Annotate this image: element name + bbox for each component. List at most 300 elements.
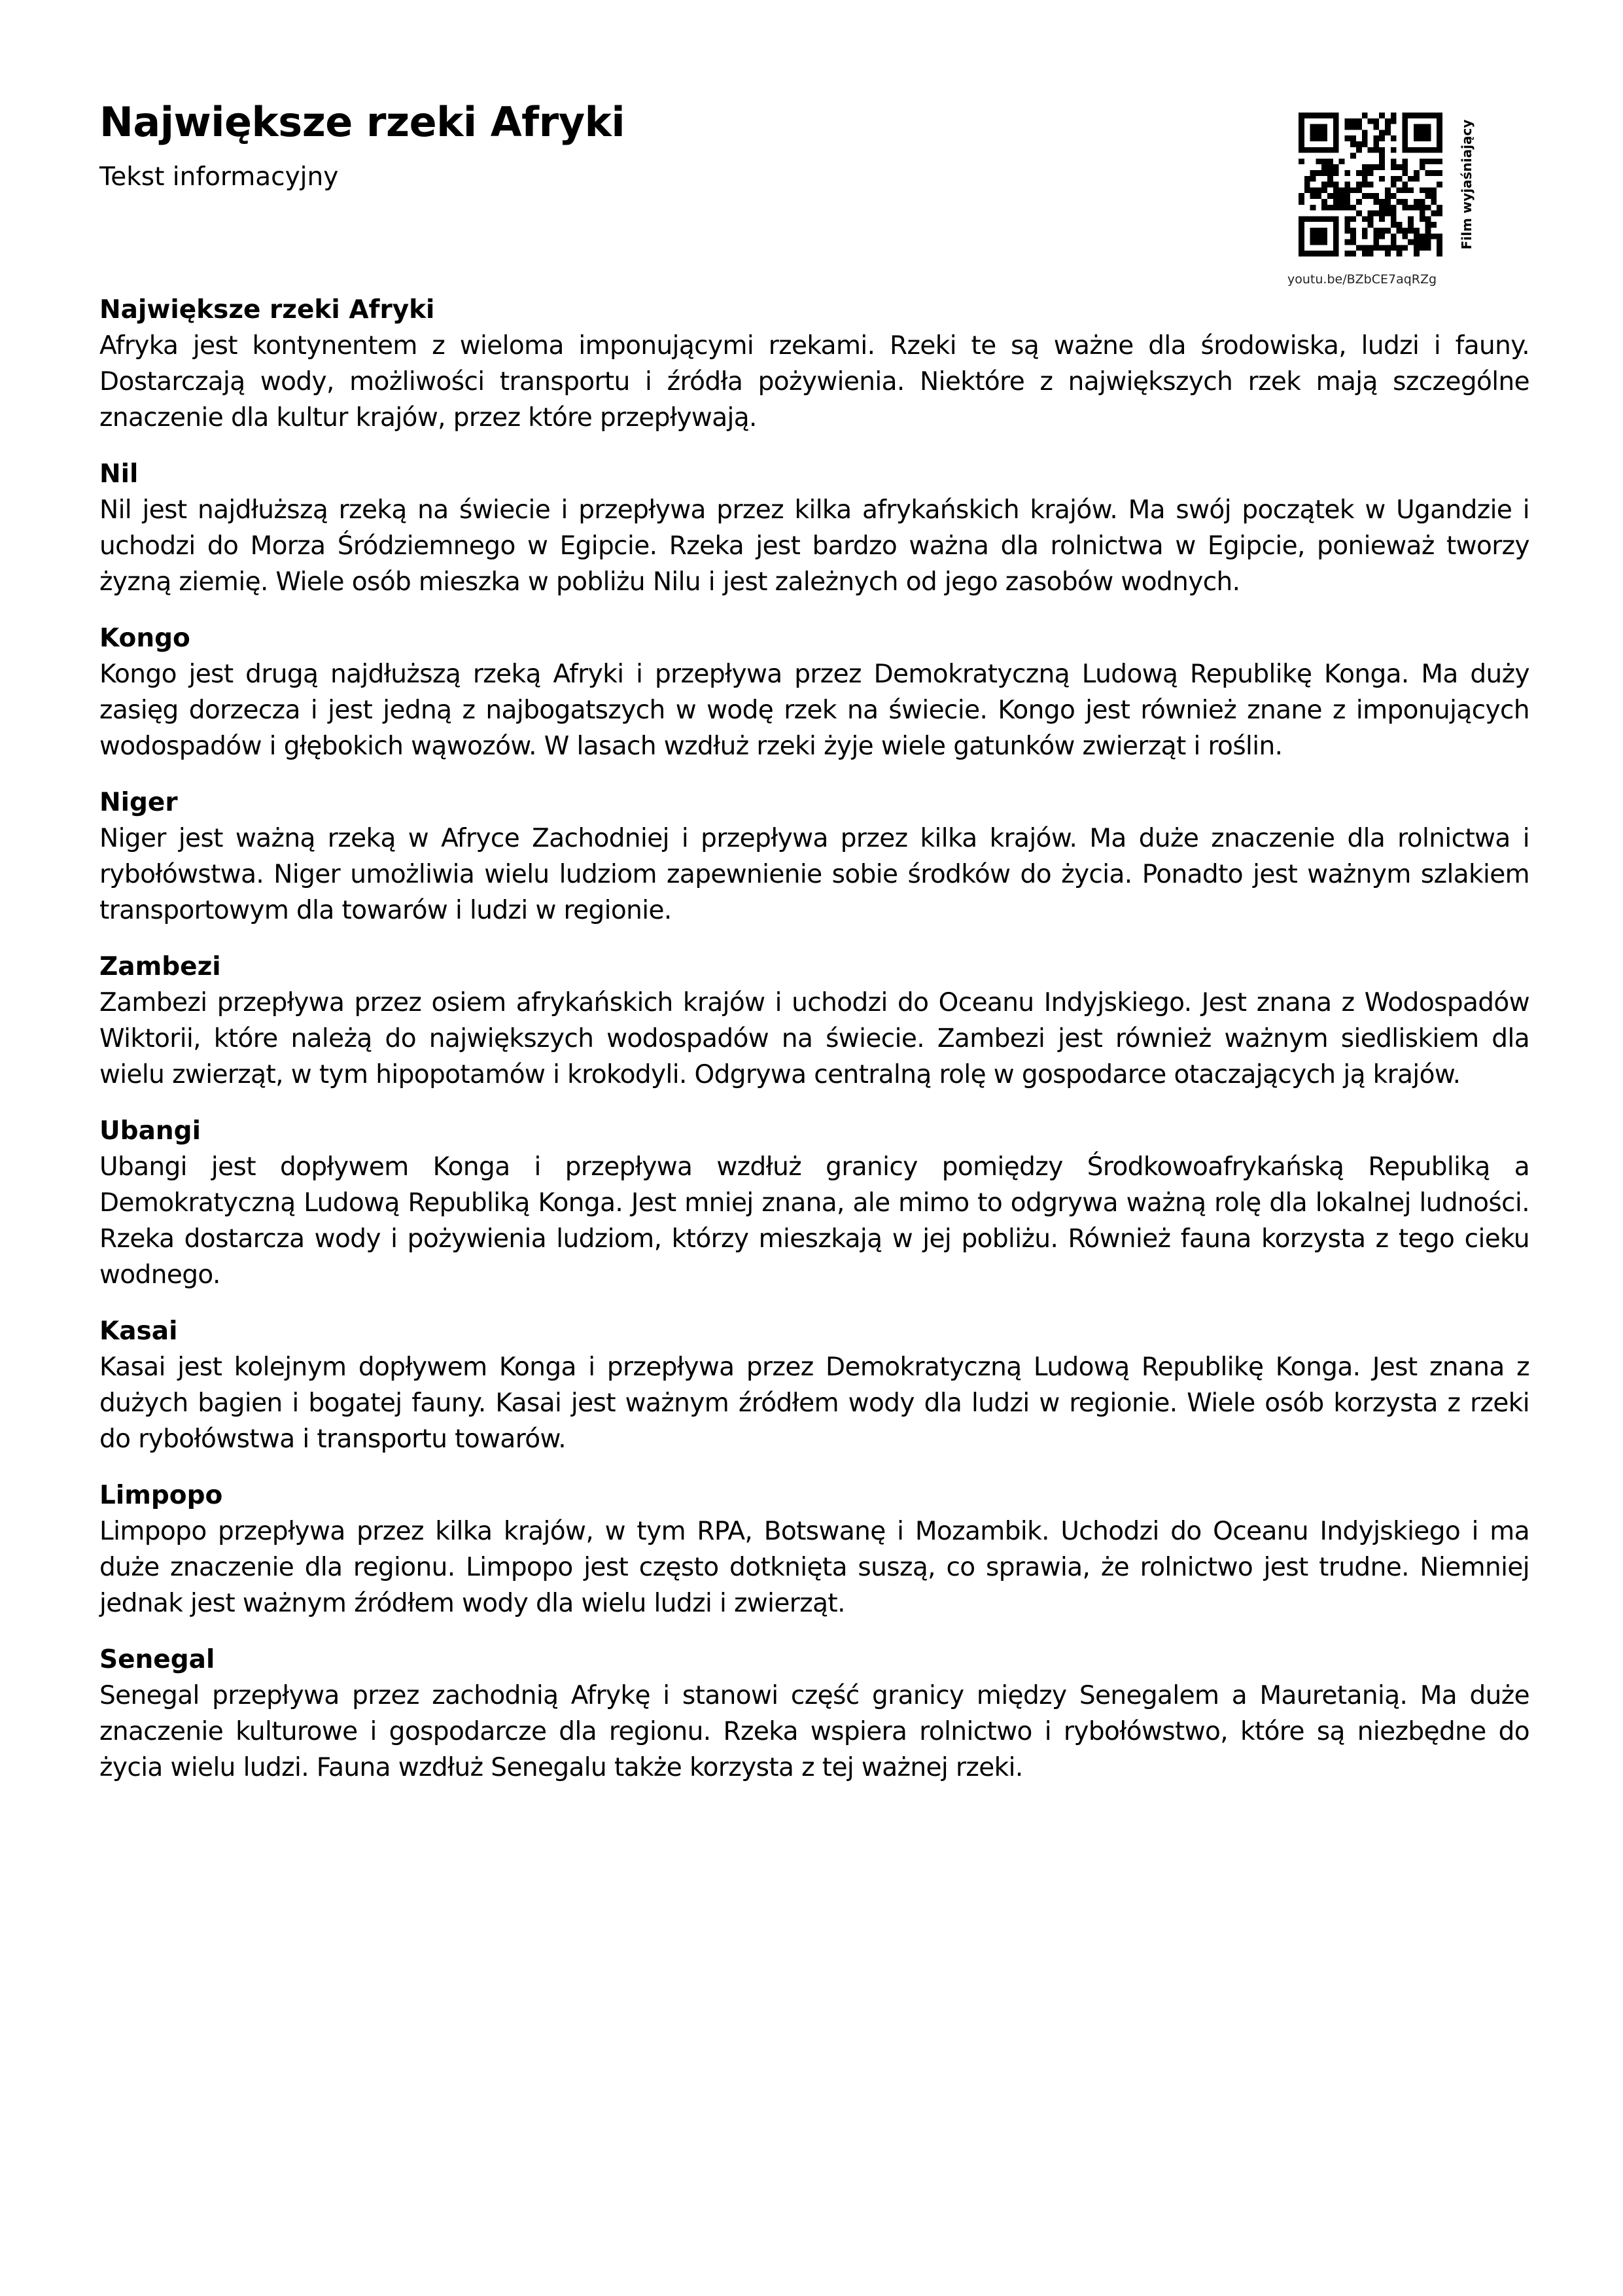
qr-module [1362,193,1368,199]
qr-module [1368,118,1374,124]
qr-module [1373,211,1379,217]
qr-module [1344,216,1350,222]
qr-module [1304,176,1310,182]
qr-module [1414,135,1420,141]
qr-module [1321,130,1327,135]
qr-module [1397,228,1403,234]
qr-module [1316,234,1321,239]
qr-module [1379,158,1385,164]
qr-module [1333,199,1339,205]
qr-module [1350,228,1356,234]
qr-module [1402,245,1408,251]
qr-module [1310,239,1316,245]
qr-module [1408,147,1414,153]
qr-module [1385,251,1391,256]
qr-module [1310,251,1316,256]
qr-module [1420,158,1425,164]
qr-module [1321,216,1327,222]
section-text: Ubangi jest dopływem Konga i przepływa wzdłuż granicy pomiędzy Środkowoafrykańską Republiką a Demokratyczną Ludową Republiką Konga. Jest mniej znana, ale mimo to odgrywa ważną rolę dla lokalnej ludności. Rzeka dostarcza wody i pożywienia ludziom, którzy mieszkają w jej pobliżu. Również fauna korzysta z tego cieku wodnego. [99,1152,1529,1290]
qr-module [1437,135,1442,141]
qr-module [1356,147,1362,153]
qr-module [1431,158,1437,164]
qr-module [1327,193,1333,199]
section-text: Kasai jest kolejnym dopływem Konga i przepływa przez Demokratyczną Ludową Republikę Konga. Jest znana z dużych bagien i bogatej fauny. Kasai jest ważnym źródłem wody dla ludzi w regionie. Wiele osób korzysta z rzeki do rybołówstwa i transportu towarów. [99,1352,1529,1454]
qr-module [1437,118,1442,124]
qr-module [1368,251,1374,256]
qr-module [1379,216,1385,222]
qr-module [1385,228,1391,234]
qr-module [1344,135,1350,141]
qr-module [1344,222,1350,228]
qr-module [1385,211,1391,217]
qr-module [1425,239,1431,245]
qr-module [1437,124,1442,130]
page-subtitle: Tekst informacyjny [99,162,339,192]
qr-module [1350,205,1356,211]
qr-module [1368,245,1374,251]
qr-module [1402,147,1408,153]
qr-url-link[interactable]: youtu.be/BZbCE7aqRZg [1287,272,1437,287]
qr-module [1397,164,1403,170]
qr-module [1408,216,1414,222]
qr-module [1373,234,1379,239]
qr-module [1299,199,1304,205]
section-text: Limpopo przepływa przez kilka krajów, w tym RPA, Botswanę i Mozambik. Uchodzi do Oceanu Indyjskiego i ma duże znaczenie dla regionu. Limpopo jest często dotknięta suszą, co sprawia, że rolnictwo jest trudne. Niemniej jednak jest ważnym źródłem wody dla wielu ludzi i zwierząt. [99,1517,1529,1618]
qr-module [1402,130,1408,135]
qr-module [1356,187,1362,193]
qr-module [1391,211,1397,217]
qr-module [1414,147,1420,153]
qr-module [1431,187,1437,193]
qr-module [1350,141,1356,147]
section-title: Największe rzeki Afryki [99,295,435,325]
qr-module [1327,113,1333,118]
qr-module [1304,216,1310,222]
qr-module [1316,158,1321,164]
qr-module [1391,158,1397,164]
qr-module [1385,118,1391,124]
qr-module [1333,222,1339,228]
qr-module [1431,199,1437,205]
qr-module [1327,164,1333,170]
qr-module [1299,245,1304,251]
qr-module [1333,118,1339,124]
qr-module [1316,130,1321,135]
qr-module [1368,164,1374,170]
qr-module [1362,141,1368,147]
qr-module [1425,187,1431,193]
qr-module [1362,228,1368,234]
section-text: Kongo jest drugą najdłuższą rzeką Afryki i przepływa przez Demokratyczną Ludową Republikę Konga. Ma duży zasięg dorzecza i jest jedną z najbogatszych w wodę rzek na świecie. Kongo jest również znane z imponujących wodospadów i głębokich wąwozów. W lasach wzdłuż rzeki żyje wiele gatunków zwierząt i roślin. [99,660,1529,761]
qr-module [1333,124,1339,130]
qr-module [1408,176,1414,182]
qr-module [1299,158,1304,164]
qr-module [1379,176,1385,182]
qr-module [1379,153,1385,159]
section-title: Kongo [99,624,190,653]
qr-module [1402,164,1408,170]
qr-module [1356,211,1362,217]
document-body [99,292,1529,1806]
qr-module [1425,113,1431,118]
qr-module [1425,228,1431,234]
qr-module [1402,113,1408,118]
qr-module [1350,239,1356,245]
qr-module [1333,170,1339,176]
qr-module [1397,176,1403,182]
qr-module [1379,164,1385,170]
qr-module [1368,170,1374,176]
qr-module [1333,251,1339,256]
section-kongo [99,620,1529,764]
qr-module [1310,205,1316,211]
qr-module [1431,193,1437,199]
qr-module [1402,170,1408,176]
qr-code-icon[interactable] [1299,113,1442,256]
qr-module [1339,187,1345,193]
qr-module [1373,147,1379,153]
qr-module [1362,135,1368,141]
qr-module [1356,124,1362,130]
qr-module [1420,205,1425,211]
section-intro [99,292,1529,436]
qr-module [1299,118,1304,124]
qr-module [1414,228,1420,234]
qr-module [1356,199,1362,205]
qr-module [1402,199,1408,205]
qr-module [1316,147,1321,153]
qr-module [1391,222,1397,228]
qr-module [1356,170,1362,176]
qr-module [1414,130,1420,135]
qr-module [1402,187,1408,193]
qr-module [1339,205,1345,211]
qr-module [1327,216,1333,222]
qr-module [1420,239,1425,245]
qr-module [1437,141,1442,147]
qr-module [1408,113,1414,118]
qr-module [1425,205,1431,211]
qr-module [1299,239,1304,245]
qr-module [1385,124,1391,130]
qr-module [1333,182,1339,188]
qr-module [1310,130,1316,135]
qr-module [1391,234,1397,239]
qr-module [1321,147,1327,153]
qr-module [1327,251,1333,256]
qr-module [1385,130,1391,135]
section-limpopo [99,1477,1529,1621]
section-title: Ubangi [99,1116,201,1146]
qr-module [1368,193,1374,199]
page-title: Największe rzeki Afryki [99,98,625,146]
qr-module [1321,205,1327,211]
qr-module [1379,245,1385,251]
qr-module [1362,130,1368,135]
qr-module [1414,234,1420,239]
qr-module [1420,187,1425,193]
qr-module [1350,251,1356,256]
qr-module [1321,113,1327,118]
qr-module [1310,147,1316,153]
qr-module [1437,158,1442,164]
section-title: Zambezi [99,952,221,981]
qr-module [1327,205,1333,211]
qr-module [1379,199,1385,205]
qr-module [1391,182,1397,188]
qr-module [1333,135,1339,141]
qr-module [1420,130,1425,135]
qr-module [1373,135,1379,141]
qr-module [1299,228,1304,234]
qr-module [1356,141,1362,147]
qr-module [1333,187,1339,193]
qr-module [1420,211,1425,217]
qr-module [1316,113,1321,118]
qr-module [1304,147,1310,153]
qr-module [1385,245,1391,251]
qr-module [1333,141,1339,147]
qr-module [1304,251,1310,256]
qr-module [1420,164,1425,170]
qr-module [1414,205,1420,211]
qr-module [1362,216,1368,222]
qr-module [1431,211,1437,217]
qr-module [1344,182,1350,188]
qr-module [1344,193,1350,199]
qr-module [1344,187,1350,193]
qr-module [1339,158,1345,164]
section-title: Senegal [99,1645,215,1674]
qr-module [1397,199,1403,205]
qr-module [1362,251,1368,256]
qr-code-graphic [1299,113,1442,256]
qr-module [1402,234,1408,239]
qr-module [1397,245,1403,251]
qr-module [1368,147,1374,153]
qr-module [1344,239,1350,245]
qr-module [1368,211,1374,217]
qr-module [1379,130,1385,135]
qr-module [1391,176,1397,182]
qr-module [1299,251,1304,256]
qr-module [1321,228,1327,234]
qr-module [1408,228,1414,234]
qr-module [1310,170,1316,176]
qr-module [1321,182,1327,188]
section-niger [99,785,1529,928]
qr-module [1431,147,1437,153]
qr-module [1339,199,1345,205]
qr-module [1299,141,1304,147]
qr-module [1425,147,1431,153]
qr-module [1316,124,1321,130]
qr-module [1373,199,1379,205]
section-title: Niger [99,788,178,817]
qr-module [1431,170,1437,176]
qr-module [1333,113,1339,118]
qr-module [1420,135,1425,141]
qr-module [1368,216,1374,222]
qr-module [1437,113,1442,118]
qr-module [1414,239,1420,245]
qr-module [1397,187,1403,193]
qr-module [1425,234,1431,239]
qr-module [1414,124,1420,130]
qr-module [1333,239,1339,245]
qr-module [1420,245,1425,251]
qr-module [1362,234,1368,239]
qr-module [1402,141,1408,147]
qr-module [1373,193,1379,199]
qr-module [1379,113,1385,118]
qr-module [1420,147,1425,153]
qr-module [1408,222,1414,228]
qr-module [1379,234,1385,239]
qr-module [1414,199,1420,205]
qr-module [1391,113,1397,118]
qr-module [1425,222,1431,228]
qr-module [1316,239,1321,245]
qr-module [1425,130,1431,135]
qr-module [1425,245,1431,251]
qr-module [1373,141,1379,147]
section-text: Niger jest ważną rzeką w Afryce Zachodniej i przepływa przez kilka krajów. Ma duże znaczenie dla rolnictwa i rybołówstwa. Niger umożliwia wielu ludziom zapewnienie sobie środków do życia. Ponadto jest ważnym szlakiem transportowym dla towarów i ludzi w regionie. [99,824,1529,925]
qr-module [1333,205,1339,211]
qr-module [1362,245,1368,251]
qr-module [1356,118,1362,124]
qr-module [1310,124,1316,130]
section-text: Nil jest najdłuższą rzeką na świecie i przepływa przez kilka afrykańskich krajów. Ma swój początek w Ugandzie i uchodzi do Morza Śródziemnego w Egipcie. Rzeka jest bardzo ważna dla rolnictwa w Egipcie, ponieważ tworzy żyzną ziemię. Wiele osób mieszka w pobliżu Nilu i jest zależnych od jego zasobów wodnych. [99,495,1529,597]
qr-module [1379,147,1385,153]
qr-module [1397,251,1403,256]
qr-module [1425,170,1431,176]
qr-module [1344,118,1350,124]
qr-module [1362,113,1368,118]
qr-module [1350,118,1356,124]
qr-module [1333,228,1339,234]
qr-module [1362,176,1368,182]
qr-module [1344,228,1350,234]
qr-module [1339,193,1345,199]
qr-module [1310,113,1316,118]
qr-module [1356,182,1362,188]
qr-module [1402,205,1408,211]
qr-module [1316,170,1321,176]
qr-module [1431,234,1437,239]
qr-module [1299,216,1304,222]
qr-module [1402,182,1408,188]
qr-module [1385,205,1391,211]
section-text: Zambezi przepływa przez osiem afrykańskich krajów i uchodzi do Oceanu Indyjskiego. Jest znana z Wodospadów Wiktorii, które należą do największych wodospadów na świecie. Zambezi jest również ważnym siedliskiem dla wielu zwierząt, w tym hipopotamów i krokodyli. Odgrywa centralną rolę w gospodarce otaczających ją krajów. [99,988,1529,1089]
qr-module [1344,251,1350,256]
qr-module [1391,193,1397,199]
section-kasai [99,1313,1529,1457]
qr-module [1379,135,1385,141]
qr-module [1299,130,1304,135]
qr-module [1402,158,1408,164]
section-ubangi [99,1113,1529,1293]
qr-module [1321,158,1327,164]
section-zambezi [99,949,1529,1093]
qr-module [1350,153,1356,159]
qr-module [1379,205,1385,211]
qr-module [1431,222,1437,228]
qr-module [1373,245,1379,251]
qr-module [1344,170,1350,176]
qr-module [1391,164,1397,170]
qr-module [1437,234,1442,239]
qr-module [1344,124,1350,130]
section-text: Afryka jest kontynentem z wieloma imponującymi rzekami. Rzeki te są ważne dla środowiska, ludzi i fauny. Dostarczają wody, możliwości transportu i źródła pożywienia. Niektóre z największych rzek mają szczególne znaczenie dla kultur krajów, przez które przepływają. [99,331,1529,433]
qr-module [1362,182,1368,188]
qr-module [1304,113,1310,118]
qr-module [1402,118,1408,124]
qr-module [1310,193,1316,199]
qr-module [1327,176,1333,182]
section-text: Senegal przepływa przez zachodnią Afrykę i stanowi część granicy między Senegalem a Mauretanią. Ma duże znaczenie kulturowe i gospodarcze dla regionu. Rzeka wspiera rolnictwo i rybołówstwo, które są niezbędne do życia wielu ludzi. Fauna wzdłuż Senegalu także korzysta z tej ważnej rzeki. [99,1681,1529,1782]
qr-module [1402,228,1408,234]
section-title: Limpopo [99,1481,223,1510]
qr-module [1420,216,1425,222]
qr-module [1327,147,1333,153]
qr-module [1391,147,1397,153]
qr-module [1385,187,1391,193]
qr-module [1437,182,1442,188]
qr-module [1299,193,1304,199]
qr-side-label: Film wyjaśniający [1459,119,1475,250]
qr-module [1316,228,1321,234]
qr-module [1414,245,1420,251]
qr-module [1437,147,1442,153]
qr-module [1425,216,1431,222]
qr-module [1425,124,1431,130]
qr-module [1299,124,1304,130]
qr-module [1350,124,1356,130]
qr-module [1327,158,1333,164]
qr-module [1327,170,1333,176]
qr-module [1321,239,1327,245]
qr-module [1362,164,1368,170]
qr-module [1304,182,1310,188]
qr-module [1385,199,1391,205]
qr-module [1327,182,1333,188]
qr-module [1379,211,1385,217]
qr-module [1391,118,1397,124]
section-nil [99,456,1529,600]
qr-module [1437,211,1442,217]
qr-module [1333,216,1339,222]
qr-module [1414,170,1420,176]
qr-module [1402,124,1408,130]
qr-module [1402,135,1408,141]
qr-module [1316,193,1321,199]
qr-module [1373,239,1379,245]
qr-module [1425,158,1431,164]
qr-module [1373,118,1379,124]
qr-module [1350,187,1356,193]
qr-module [1408,239,1414,245]
qr-module [1299,113,1304,118]
qr-module [1437,239,1442,245]
qr-module [1391,239,1397,245]
qr-module [1299,147,1304,153]
qr-module [1385,193,1391,199]
qr-module [1420,199,1425,205]
qr-module [1414,113,1420,118]
qr-module [1391,135,1397,141]
qr-module [1299,135,1304,141]
